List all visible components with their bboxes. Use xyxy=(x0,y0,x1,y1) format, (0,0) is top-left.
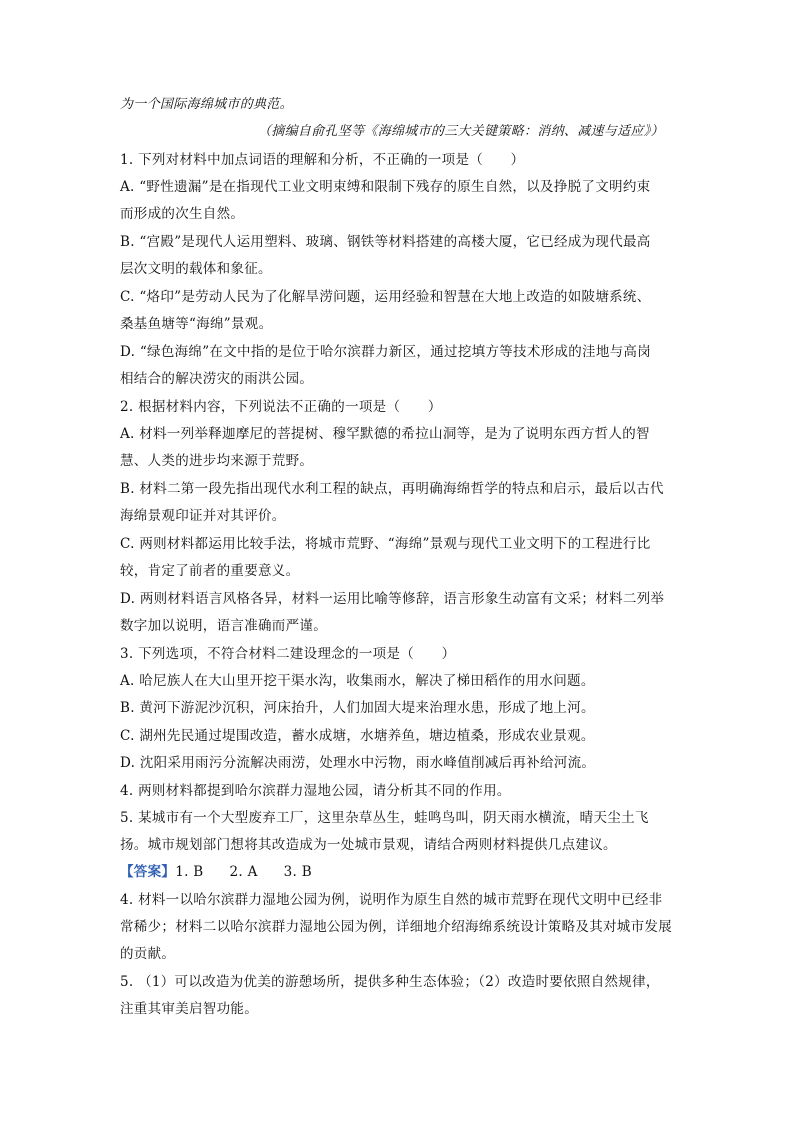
question-3-option-a: A. 哈尼族人在大山里开挖干渠水沟，收集雨水，解决了梯田稻作的用水问题。 xyxy=(120,673,595,689)
question-1-stem: 1. 下列对材料中加点词语的理解和分析，不正确的一项是（ ） xyxy=(120,152,525,168)
question-1-option-a-line-2: 而形成的次生自然。 xyxy=(120,206,245,222)
answer-5-line-2: 注重其审美启智功能。 xyxy=(120,1001,258,1017)
answer-4-line-1: 4. 材料一以哈尔滨群力湿地公园为例，说明作为原生自然的城市荒野在现代文明中已经非 xyxy=(120,892,663,908)
question-1-option-d-line-2: 相结合的解决涝灾的雨洪公园。 xyxy=(120,371,314,387)
question-2-option-a-line-1: A. 材料一列举释迦摩尼的菩提树、穆罕默德的希拉山洞等，是为了说明东西方哲人的智 xyxy=(120,426,650,442)
question-3-option-d: D. 沈阳采用雨污分流解决雨涝，处理水中污物，雨水峰值削减后再补给河流。 xyxy=(120,755,596,771)
question-1-option-a-line-1: A. “野性遗漏”是在指现代工业文明束缚和限制下残存的原生自然，以及挣脱了文明约束 xyxy=(120,179,651,195)
question-3-option-b: B. 黄河下游泥沙沉积，河床抬升，人们加固大堤来治理水患，形成了地上河。 xyxy=(120,700,595,716)
intro-tail: 为一个国际海绵城市的典范。 xyxy=(120,97,293,112)
answer-4-line-3: 的贡献。 xyxy=(120,946,176,962)
question-1-option-b-line-2: 层次文明的载体和象征。 xyxy=(120,261,272,277)
question-3-option-c: C. 湖州先民通过堤围改造，蓄水成塘，水塘养鱼，塘边植桑，形成农业景观。 xyxy=(120,728,595,744)
question-2-option-d-line-1: D. 两则材料语言风格各异，材料一运用比喻等修辞，语言形象生动富有文采；材料二列举 xyxy=(120,591,665,607)
answer-2: 2. A xyxy=(229,864,258,880)
question-5-stem-line-2: 扬。城市规划部门想将其改造成为一处城市景观，请结合两则材料提供几点建议。 xyxy=(120,837,617,853)
question-1-option-b-line-1: B. “宫殿”是现代人运用塑料、玻璃、钢铁等材料搭建的高楼大厦，它已经成为现代最高 xyxy=(120,234,651,250)
question-2-option-c-line-2: 较，肯定了前者的重要意义。 xyxy=(120,563,300,579)
question-1-option-c-line-1: C. “烙印”是劳动人民为了化解旱涝问题，运用经验和智慧在大地上改造的如陂塘系统、 xyxy=(120,289,651,305)
question-2-option-b-line-1: B. 材料二第一段先指出现代水利工程的缺点，再明确海绵哲学的特点和启示，最后以古代 xyxy=(120,481,664,497)
question-5-stem-line-1: 5. 某城市有一个大型废弃工厂，这里杂草丛生，蛙鸣鸟叫，阴天雨水横流，晴天尘土飞 xyxy=(120,810,649,826)
source-citation: （摘编自俞孔坚等《海绵城市的三大关键策略：消纳、减速与适应》） xyxy=(258,124,664,139)
question-1-option-c-line-2: 桑基鱼塘等“海绵”景观。 xyxy=(120,316,273,332)
question-2-option-a-line-2: 慧、人类的进步均来源于荒野。 xyxy=(120,453,314,469)
answer-row xyxy=(120,862,312,882)
question-1-option-d-line-1: D. “绿色海绵”在文中指的是位于哈尔滨群力新区，通过挖填方等技术形成的洼地与高岗 xyxy=(120,344,652,360)
answer-5-line-1: 5. （1）可以改造为优美的游憩场所，提供多种生态体验；（2）改造时要依照自然规律， xyxy=(120,974,660,990)
answer-label: 【答案】 xyxy=(120,864,176,880)
answer-4-line-2: 常稀少；材料二以哈尔滨群力湿地公园为例，详细地介绍海绵系统设计策略及其对城市发展 xyxy=(120,919,672,935)
question-4-stem: 4. 两则材料都提到哈尔滨群力湿地公园，请分析其不同的作用。 xyxy=(120,783,511,799)
answer-3: 3. B xyxy=(283,864,312,880)
question-2-option-b-line-2: 海绵景观印证并对其评价。 xyxy=(120,508,286,524)
question-2-option-c-line-1: C. 两则材料都运用比较手法，将城市荒野、“海绵”景观与现代工业文明下的工程进行比 xyxy=(120,536,651,552)
question-3-stem: 3. 下列选项，不符合材料二建设理念的一项是（ ） xyxy=(120,646,456,662)
question-2-stem: 2. 根据材料内容，下列说法不正确的一项是（ ） xyxy=(120,399,442,415)
answer-1: 1. B xyxy=(175,864,204,880)
question-2-option-d-line-2: 数字加以说明，语言准确而严谨。 xyxy=(120,618,327,634)
